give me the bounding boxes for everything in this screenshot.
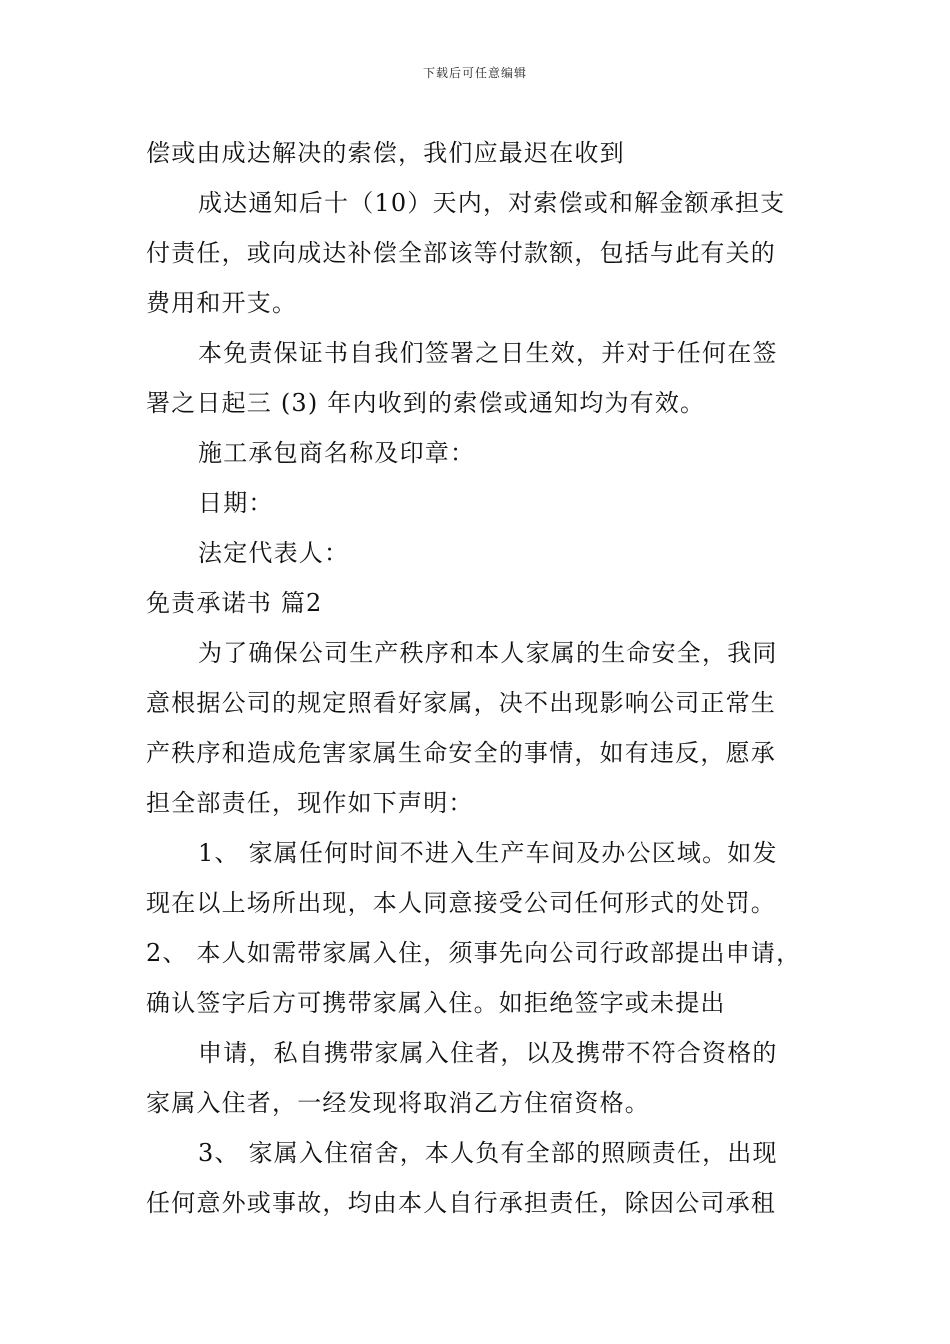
paragraph-line: 成达通知后十（10）天内，对索偿或和解金额承担支 [198, 189, 786, 217]
signature-field-representative: 法定代表人： [198, 539, 350, 567]
list-item-2: 2、 本人如需带家属入住，须事先向公司行政部提出申请， [146, 939, 802, 967]
paragraph-line: 为了确保公司生产秩序和本人家属的生命安全，我同 [198, 639, 778, 667]
signature-field-contractor: 施工承包商名称及印章： [198, 439, 476, 467]
list-item-3: 3、 家属入住宿舍，本人负有全部的照顾责任，出现 [198, 1139, 778, 1167]
paragraph-line: 确认签字后方可携带家属入住。如拒绝签字或未提出 [146, 989, 726, 1017]
paragraph-line: 付责任，或向成达补偿全部该等付款额，包括与此有关的 [146, 239, 776, 267]
paragraph-line: 意根据公司的规定照看好家属，决不出现影响公司正常生 [146, 689, 776, 717]
list-item-1: 1、 家属任何时间不进入生产车间及办公区域。如发 [198, 839, 778, 867]
paragraph-line: 偿或由成达解决的索偿，我们应最迟在收到 [146, 139, 625, 167]
paragraph-line: 现在以上场所出现，本人同意接受公司任何形式的处罚。 [146, 889, 776, 917]
paragraph-line: 本免责保证书自我们签署之日生效，并对于任何在签 [198, 339, 778, 367]
paragraph-line: 费用和开支。 [146, 289, 298, 317]
section-title: 免责承诺书 篇2 [146, 589, 323, 617]
paragraph-line: 申请，私自携带家属入住者，以及携带不符合资格的 [198, 1039, 778, 1067]
paragraph-line: 家属入住者，一经发现将取消乙方住宿资格。 [146, 1089, 650, 1117]
paragraph-line: 任何意外或事故，均由本人自行承担责任，除因公司承租 [146, 1189, 776, 1217]
paragraph-line: 担全部责任，现作如下声明： [146, 789, 474, 817]
paragraph-line: 署之日起三 (3) 年内收到的索偿或通知均为有效。 [146, 389, 706, 417]
document-body [146, 128, 820, 1228]
signature-field-date: 日期： [198, 489, 274, 517]
header-note: 下载后可任意编辑 [422, 66, 527, 80]
paragraph-line: 产秩序和造成危害家属生命安全的事情，如有违反，愿承 [146, 739, 776, 767]
